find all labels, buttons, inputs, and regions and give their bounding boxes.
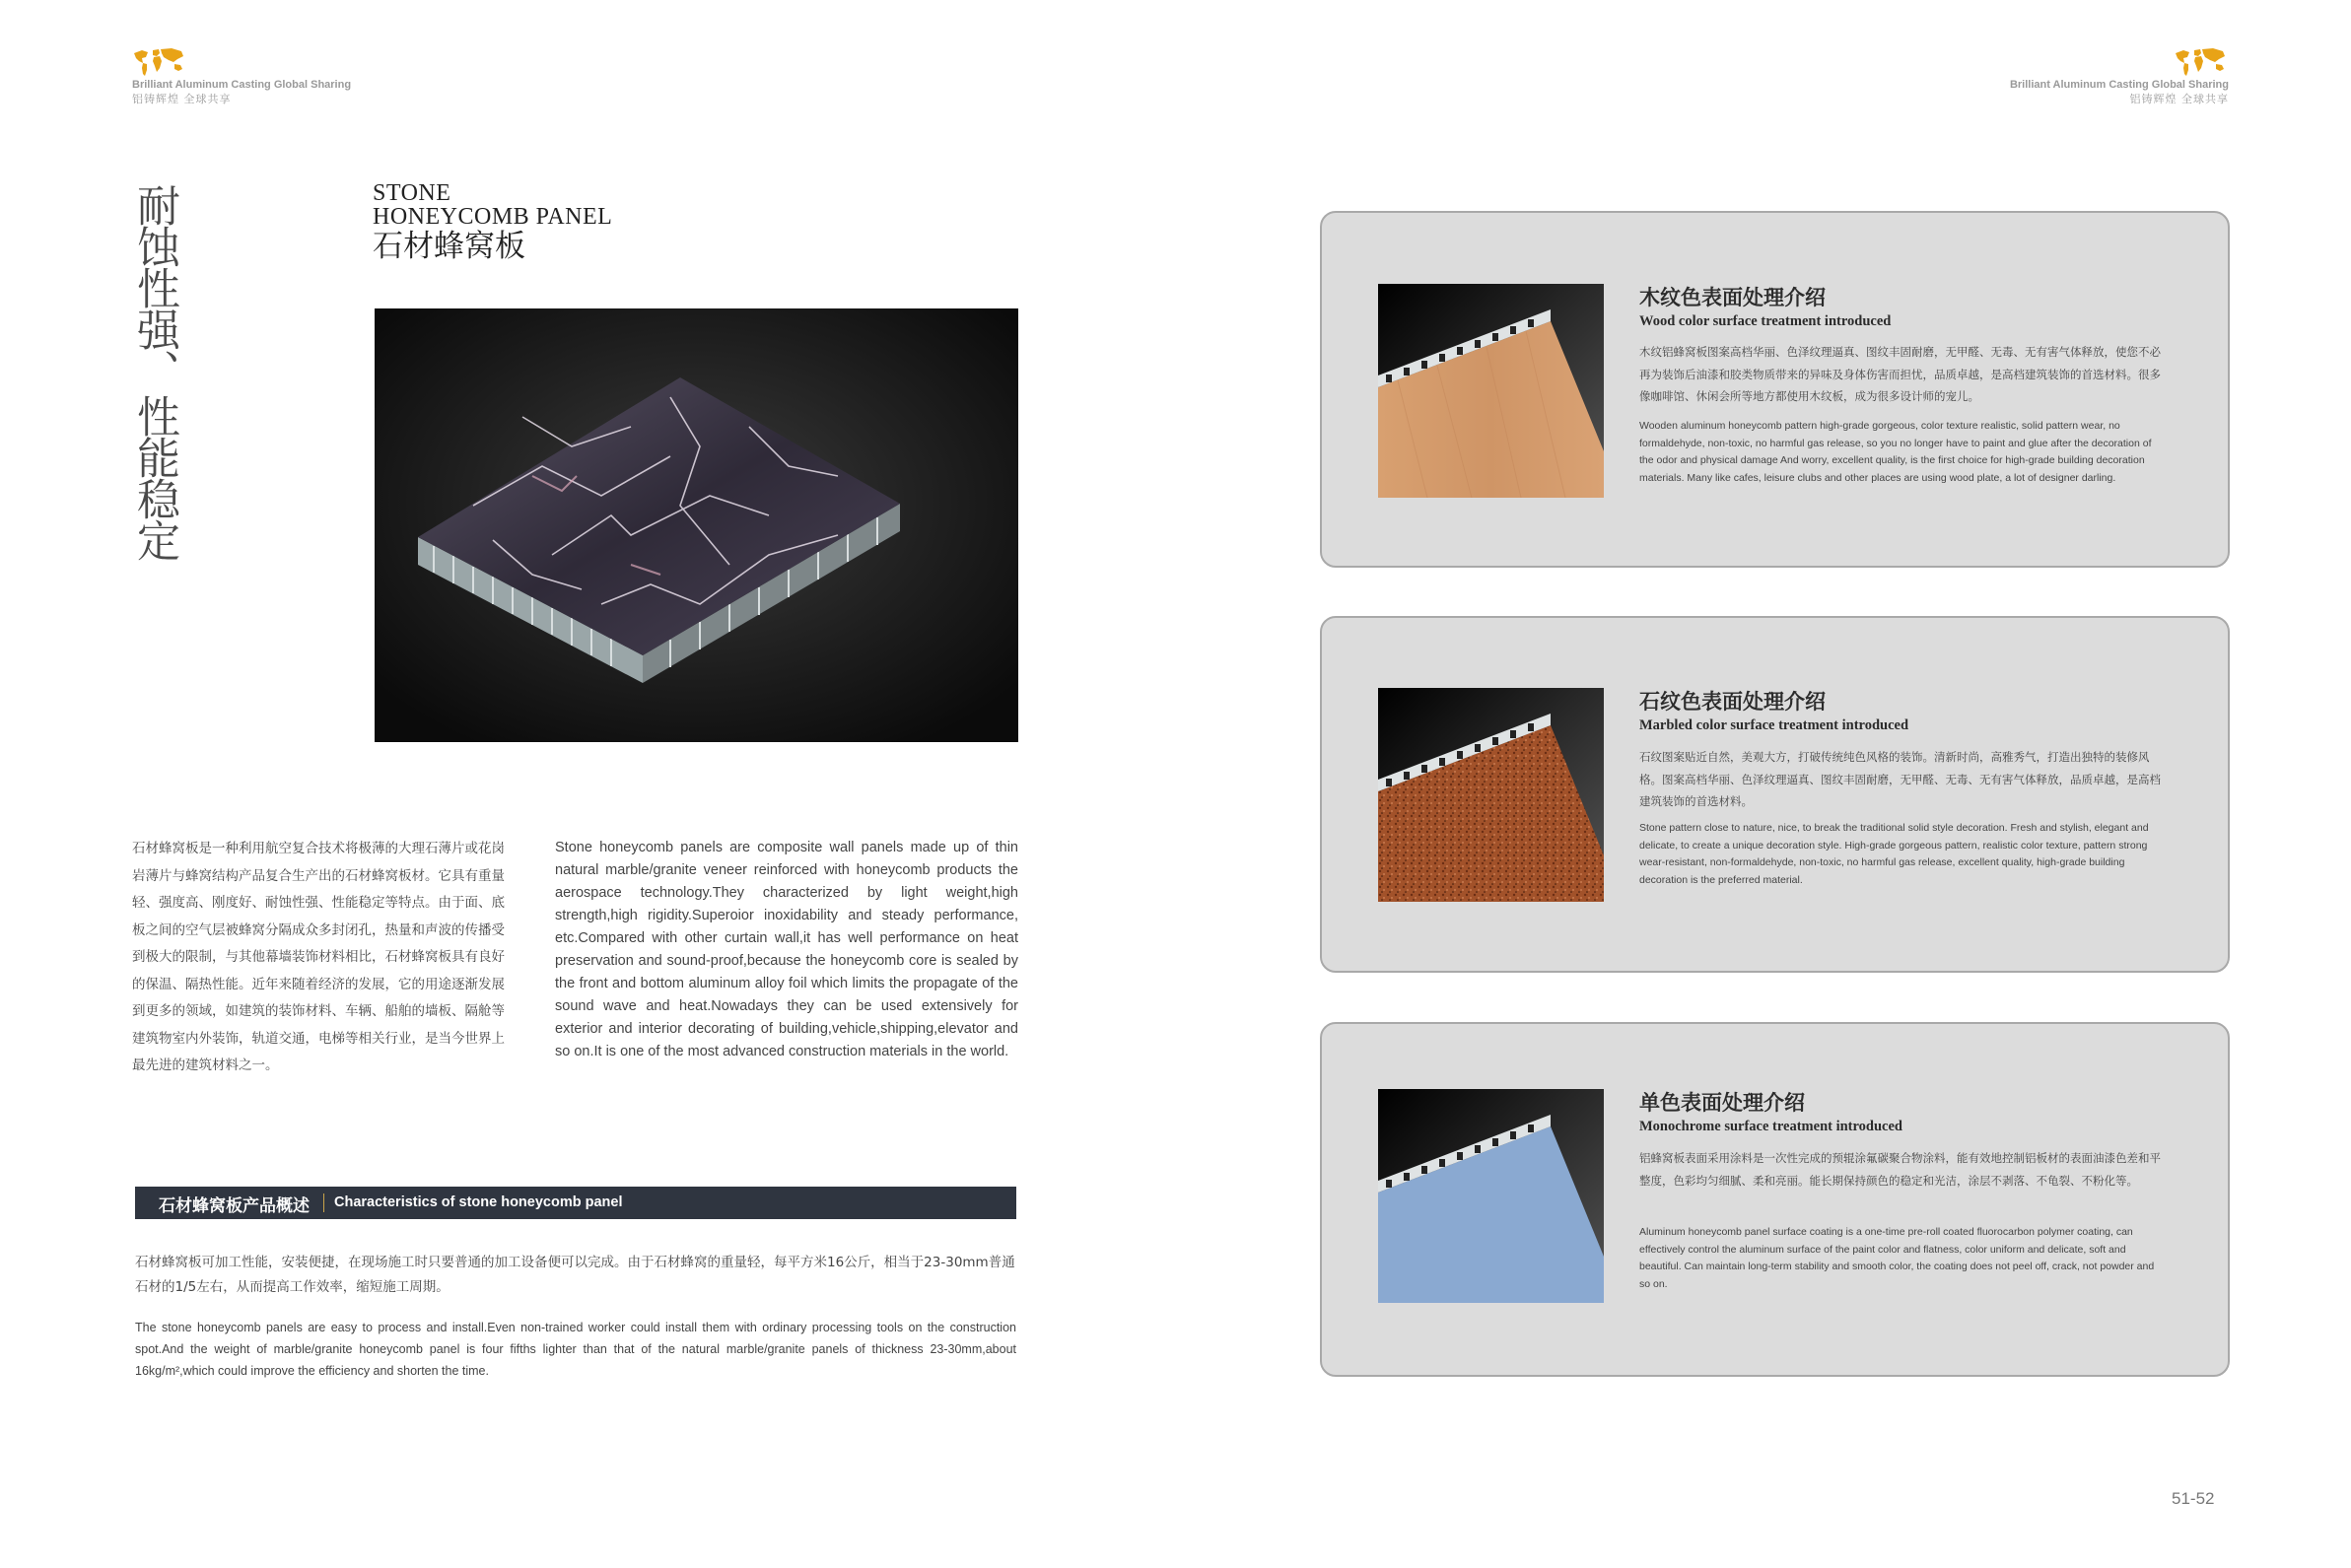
slogan-part2: 性能稳定 [129,394,179,560]
card-title: 石纹色表面处理介绍 [1639,689,1826,714]
card-subtitle: Marbled color surface treatment introduced [1639,717,1909,733]
card-subtitle: Wood color surface treatment introduced [1639,313,1892,329]
right-logo [2010,47,2229,106]
card-text-en: Wooden aluminum honeycomb pattern high-grade gorgeous, color texture realistic, solid pattern wear, no formaldehyde, non-toxic, no harmful gas release, so you no longer have to paint and glue after the decoration of the odor and physical damage And worry, excellent quality, is the first choice for high-grade building decoration materials. Many like cafes, leisure clubs and other places are using wood plate, a lot of designer darling. [1639,420,2152,484]
world-map-icon [2174,47,2229,77]
card-text-cn: 木纹铝蜂窝板图案高档华丽、色泽纹理逼真、图纹丰固耐磨，无甲醛、无毒、无有害气体释放，使您不必再为装饰后油漆和胶类物质带来的异味及身体伤害而担忧，品质卓越，是高档建筑装饰的首选材料。很多像咖啡馆、休闲会所等地方都使用木纹板，成为很多设计师的宠儿。 [1639,345,2161,403]
overview-header-bar [135,1187,1016,1219]
monochrome-sample-image [1378,1089,1604,1303]
logo-line2: 铝铸辉煌 全球共享 [2129,93,2229,105]
overview-cn: 石材蜂窝板可加工性能，安装便捷，在现场施工时只要普通的加工设备便可以完成。由于石材蜂窝的重量轻，每平方米16公斤，相当于23-30mm普通石材的1/5左右，从而提高工作效率，缩短施工周期。 [135,1255,1015,1295]
bar-divider [323,1193,324,1212]
logo-line1: Brilliant Aluminum Casting Global Sharing [132,79,352,91]
card-title: 单色表面处理介绍 [1639,1090,1805,1115]
card-marble [1320,616,2230,973]
title-en-line1: STONE [373,180,451,206]
overview-en: The stone honeycomb panels are easy to process and install.Even non-trained worker could install them with ordinary processing tools on the construction spot.And the weight of marble/granite honeycomb panel is four fifths lighter than that of the natural marble/granite panels of thickness 23-30mm,about 16kg/m²,which could improve the efficiency and shorten the time. [135,1321,1016,1378]
card-subtitle: Monochrome surface treatment introduced [1639,1119,1902,1134]
card-title: 木纹色表面处理介绍 [1639,285,1826,309]
logo-line2: 铝铸辉煌 全球共享 [132,93,232,105]
product-photo [375,308,1018,742]
granite-sample-image [1378,688,1604,902]
card-text-en: Aluminum honeycomb panel surface coating is a one-time pre-roll coated fluorocarbon polymer coating, can effectively control the aluminum surface of the paint color and flatness, color uniform and delicate, soft and beautiful. Can maintain long-term stability and smooth color, the coating does not peel off, crack, not powder and so on. [1639,1226,2155,1290]
page-title [373,181,612,264]
wood-sample-image [1378,284,1604,498]
overview-header-en: Characteristics of stone honeycomb panel [334,1194,623,1210]
card-wood [1320,211,2230,568]
card-text-en: Stone pattern close to nature, nice, to break the traditional solid style decoration. Fresh and stylish, elegant and delicate, to create a unique decoration style. High-grade gorgeous pattern, realistic color texture, pattern strong wear-resistant, non-formaldehyde, non-toxic, no harmful gas release, excellent quality, high-grade building decoration is the preferred material. [1639,822,2149,886]
card-text-cn: 石纹图案贴近自然，美观大方，打破传统纯色风格的装饰。清新时尚，高雅秀气，打造出独特的装修风格。图案高档华丽、色泽纹理逼真、图纹丰固耐磨，无甲醛、无毒、无有害气体释放，品质卓越，是高档建筑装饰的首选材料。 [1639,750,2161,808]
card-text-cn: 铝蜂窝板表面采用涂料是一次性完成的预辊涂氟碳聚合物涂料，能有效地控制铝板材的表面油漆色差和平整度，色彩均匀细腻、柔和亮丽。能长期保持颜色的稳定和光洁，涂层不剥落、不龟裂、不粉化等。 [1639,1151,2161,1188]
world-map-icon [132,47,187,77]
card-monochrome [1320,1022,2230,1377]
intro-cn: 石材蜂窝板是一种利用航空复合技术将极薄的大理石薄片或花岗岩薄片与蜂窝结构产品复合生产出的石材蜂窝板材。它具有重量轻、强度高、刚度好、耐蚀性强、性能稳定等特点。由于面、底板之间的空气层被蜂窝分隔成众多封闭孔，热量和声波的传播受到极大的限制，与其他幕墙装饰材料相比，石材蜂窝板具有良好的保温、隔热性能。近年来随着经济的发展，它的用途逐渐发展到更多的领域，如建筑的装饰材料、车辆、船舶的墙板、隔舱等建筑物室内外装饰，轨道交通，电梯等相关行业，是当今世界上最先进的建筑材料之一。 [132,841,505,1073]
left-logo [132,47,351,106]
slogan-part1: 耐蚀性强、 [129,183,179,390]
page-number: 51-52 [2172,1489,2215,1508]
overview-header-cn: 石材蜂窝板产品概述 [159,1196,310,1216]
logo-line1: Brilliant Aluminum Casting Global Sharing [2009,79,2229,91]
title-en-line2: HONEYCOMB PANEL [373,204,613,230]
intro-en: Stone honeycomb panels are composite wall panels made up of thin natural marble/granite veneer reinforced with honeycomb products the aerospace technology.They characterized by light weight,high strength,high rigidity.Superoior inoxidability and steady performance, etc.Compared with other curtain wall,it has well performance on heat preservation and sound-proof,because the honeycomb core is sealed by the front and bottom aluminum alloy foil which limits the propagate of the sound wave and heat.Nowadays they can be used extensively for exterior and interior decorating of building,vehicle,shipping,elevator and so on.It is one of the most advanced construction materials in the world. [555,840,1018,1059]
title-cn: 石材蜂窝板 [373,229,525,264]
